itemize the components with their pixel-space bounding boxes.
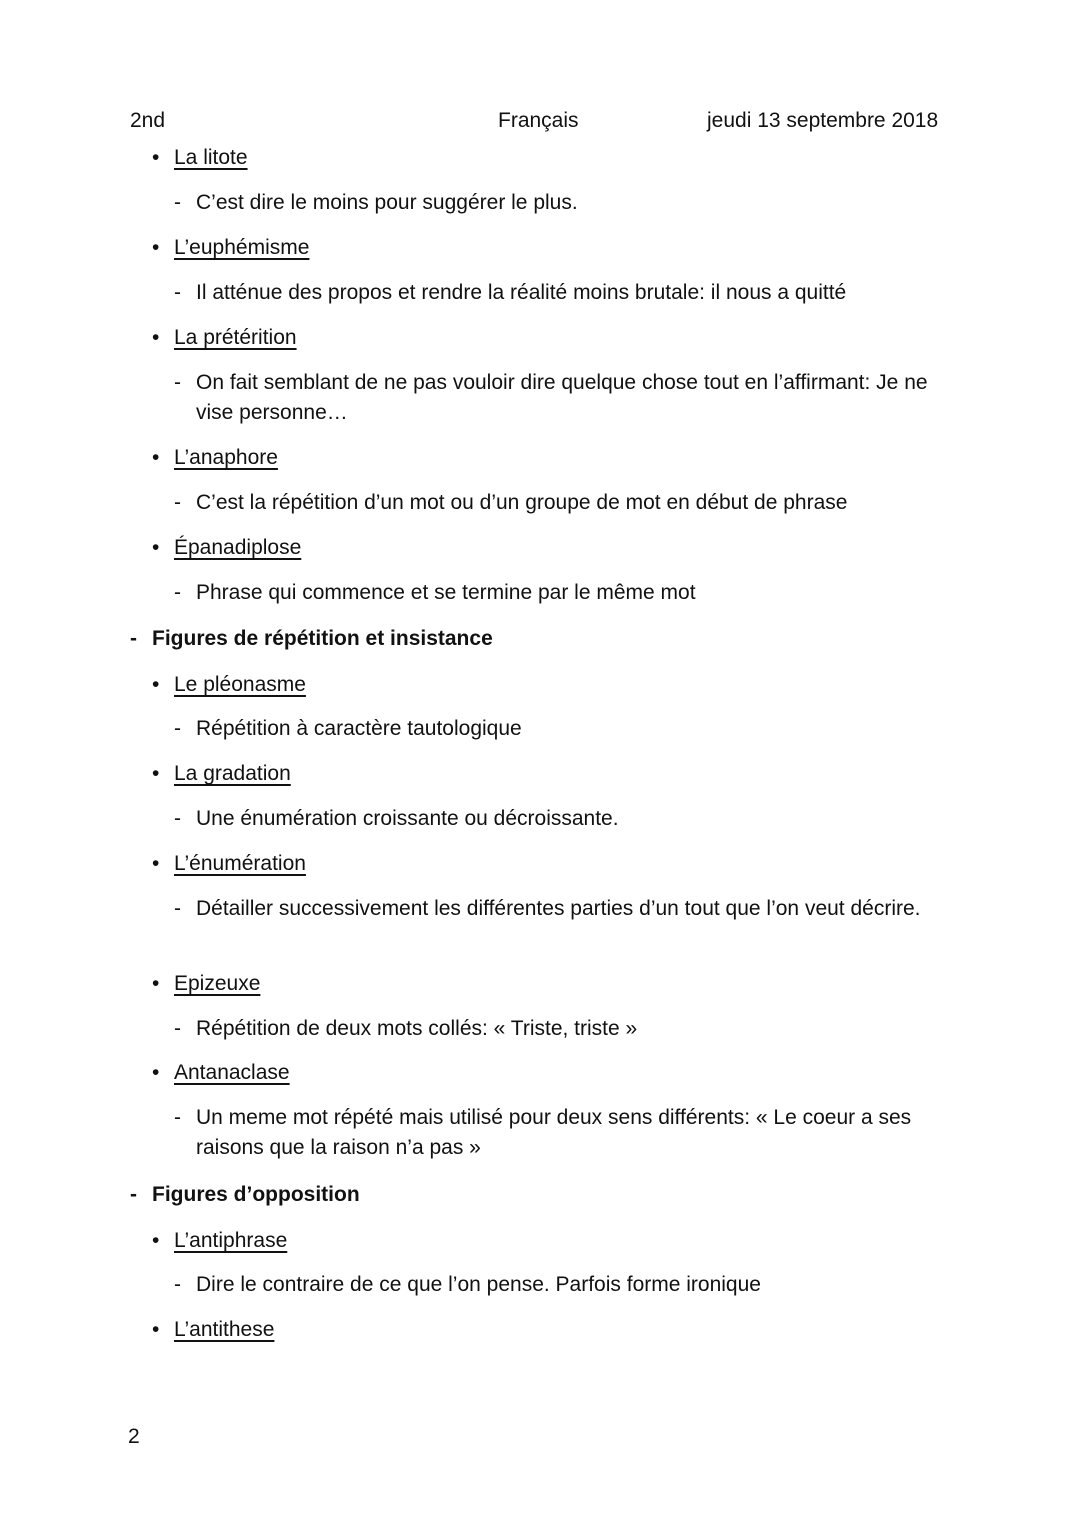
term-antiphrase	[152, 1226, 287, 1256]
term-label: La prétérition	[174, 326, 297, 349]
definition-pleonasme	[174, 714, 954, 744]
term-pleonasme	[152, 670, 306, 700]
dash-icon: -	[174, 1273, 181, 1296]
section-heading-opposition	[130, 1180, 360, 1210]
definition-litote	[174, 188, 954, 218]
term-label: L’antithese	[174, 1318, 275, 1341]
definition-text: Une énumération croissante ou décroissante.	[196, 807, 619, 830]
definition-gradation	[174, 804, 954, 834]
bullet-icon: •	[152, 146, 160, 169]
definition-text: Détailler successivement les différentes parties d’un tout que l’on veut décrire.	[196, 897, 921, 920]
term-anaphore	[152, 443, 278, 473]
term-litote	[152, 143, 248, 173]
definition-antanaclase	[174, 1103, 954, 1163]
definition-text: Répétition à caractère tautologique	[196, 717, 522, 740]
definition-text: Il atténue des propos et rendre la réalité moins brutale: il nous a quitté	[196, 281, 847, 304]
bullet-icon: •	[152, 536, 160, 559]
definition-euphemisme	[174, 278, 954, 308]
term-epanadiplose	[152, 533, 301, 563]
term-euphemisme	[152, 233, 309, 263]
dash-icon: -	[174, 191, 181, 214]
header-level: 2nd	[130, 109, 166, 132]
page-number: 2	[128, 1425, 140, 1448]
bullet-icon: •	[152, 446, 160, 469]
dash-icon: -	[174, 1017, 181, 1040]
bullet-icon: •	[152, 236, 160, 259]
term-label: La litote	[174, 146, 248, 169]
term-label: Antanaclase	[174, 1061, 290, 1084]
bullet-icon: •	[152, 1318, 160, 1341]
definition-text: Répétition de deux mots collés: « Triste, triste »	[196, 1017, 638, 1040]
bullet-icon: •	[152, 673, 160, 696]
definition-text: C’est dire le moins pour suggérer le plus.	[196, 191, 578, 214]
definition-text: Phrase qui commence et se termine par le même mot	[196, 581, 696, 604]
definition-preterition	[174, 368, 954, 428]
term-label: L’antiphrase	[174, 1229, 288, 1252]
definition-text: Un meme mot répété mais utilisé pour deux sens différents: « Le coeur a ses raisons que la raison n’a pas »	[196, 1106, 912, 1159]
term-label: Épanadiplose	[174, 536, 302, 559]
dash-icon: -	[174, 717, 181, 740]
dash-icon: -	[174, 491, 181, 514]
definition-text: C’est la répétition d’un mot ou d’un groupe de mot en début de phrase	[196, 491, 848, 514]
bullet-icon: •	[152, 762, 160, 785]
definition-anaphore	[174, 488, 954, 518]
bullet-icon: •	[152, 852, 160, 875]
header-subject: Français	[498, 109, 579, 132]
term-label: La gradation	[174, 762, 291, 785]
term-label: Epizeuxe	[174, 972, 261, 995]
definition-antiphrase	[174, 1270, 954, 1300]
term-antanaclase	[152, 1058, 290, 1088]
section-title: Figures d’opposition	[152, 1183, 360, 1206]
dash-icon: -	[174, 807, 181, 830]
definition-epanadiplose	[174, 578, 954, 608]
term-label: L’anaphore	[174, 446, 278, 469]
bullet-icon: •	[152, 326, 160, 349]
term-enumeration	[152, 849, 306, 879]
dash-icon: -	[130, 1183, 137, 1206]
definition-enumeration	[174, 894, 954, 924]
term-gradation	[152, 759, 291, 789]
bullet-icon: •	[152, 1229, 160, 1252]
dash-icon: -	[174, 371, 181, 394]
section-heading-repetition	[130, 624, 493, 654]
term-label: L’euphémisme	[174, 236, 310, 259]
term-label: Le pléonasme	[174, 673, 306, 696]
definition-text: On fait semblant de ne pas vouloir dire quelque chose tout en l’affirmant: Je ne vise personne…	[196, 371, 928, 424]
bullet-icon: •	[152, 972, 160, 995]
dash-icon: -	[130, 627, 137, 650]
dash-icon: -	[174, 897, 181, 920]
dash-icon: -	[174, 1106, 181, 1129]
definition-epizeuxe	[174, 1014, 954, 1044]
term-antithese	[152, 1315, 274, 1345]
bullet-icon: •	[152, 1061, 160, 1084]
section-title: Figures de répétition et insistance	[152, 627, 493, 650]
dash-icon: -	[174, 581, 181, 604]
term-label: L’énumération	[174, 852, 306, 875]
header-date: jeudi 13 septembre 2018	[707, 109, 939, 132]
term-epizeuxe	[152, 969, 260, 999]
term-preterition	[152, 323, 297, 353]
dash-icon: -	[174, 281, 181, 304]
definition-text: Dire le contraire de ce que l’on pense. Parfois forme ironique	[196, 1273, 761, 1296]
